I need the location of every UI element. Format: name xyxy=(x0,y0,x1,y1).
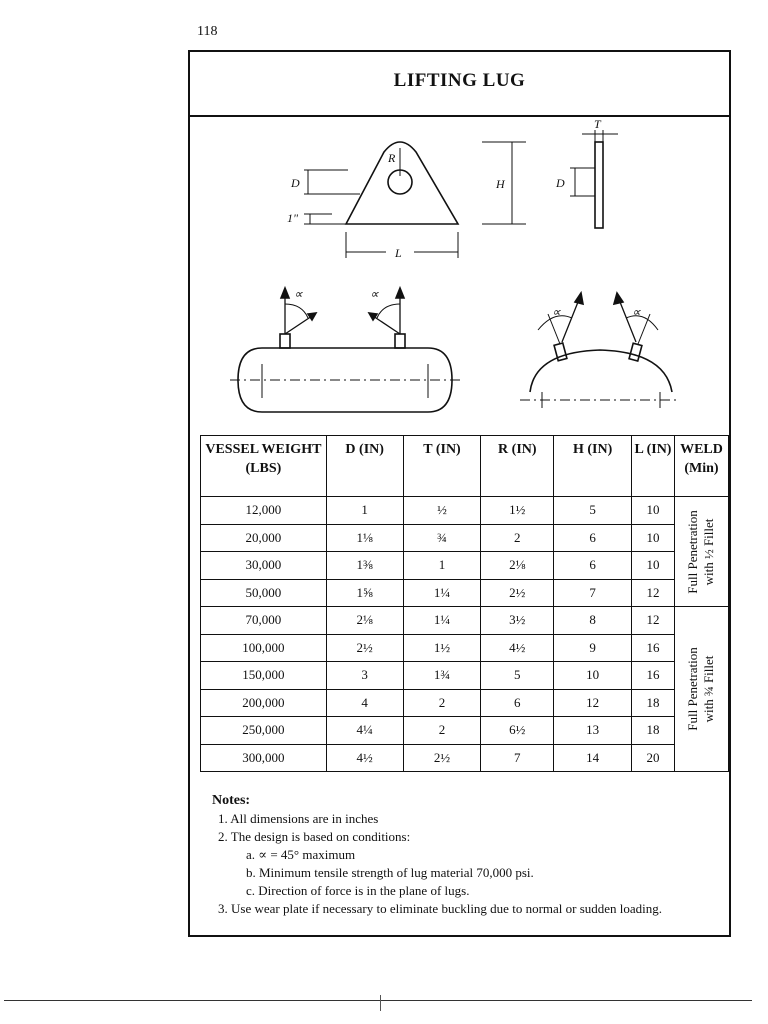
weld-group-1 xyxy=(674,497,728,607)
cell-l: 16 xyxy=(632,662,675,690)
header-l: L (IN) xyxy=(632,436,675,497)
vessel-head-view xyxy=(520,293,680,408)
lug-diagram xyxy=(190,52,729,435)
cell-l: 10 xyxy=(632,524,675,552)
cell-h: 7 xyxy=(554,579,632,607)
table-row xyxy=(201,497,729,525)
cell-l: 12 xyxy=(632,607,675,635)
label-alpha-1: ∝ xyxy=(294,287,303,301)
footer-rule xyxy=(4,1000,752,1001)
label-one-inch: 1" xyxy=(287,211,299,225)
label-r: R xyxy=(388,151,396,165)
table-row xyxy=(201,662,729,690)
label-d: D xyxy=(291,176,300,190)
cell-t: 1 xyxy=(403,552,481,580)
table-row xyxy=(201,717,729,745)
cell-t: ¾ xyxy=(403,524,481,552)
label-h: H xyxy=(496,177,505,191)
label-d-side: D xyxy=(556,176,565,190)
table-header-row xyxy=(201,436,729,497)
cell-l: 16 xyxy=(632,634,675,662)
cell-weight: 100,000 xyxy=(201,634,327,662)
note-item: 1. All dimensions are in inches xyxy=(218,811,379,826)
cell-weight: 70,000 xyxy=(201,607,327,635)
weld-group-2 xyxy=(674,607,728,772)
cell-t: 1¾ xyxy=(403,662,481,690)
table-row xyxy=(201,689,729,717)
cell-d: 3 xyxy=(326,662,403,690)
header-vessel-weight: VESSEL WEIGHT (LBS) xyxy=(201,436,327,497)
cell-t: 1¼ xyxy=(403,607,481,635)
table-row xyxy=(201,744,729,772)
cell-weight: 150,000 xyxy=(201,662,327,690)
cell-weight: 20,000 xyxy=(201,524,327,552)
label-alpha-4: ∝ xyxy=(632,305,641,319)
cell-r: 2 xyxy=(481,524,554,552)
cell-t: 2 xyxy=(403,689,481,717)
cell-weight: 12,000 xyxy=(201,497,327,525)
lug-front-view xyxy=(287,142,526,260)
cell-l: 12 xyxy=(632,579,675,607)
cell-r: 2⅛ xyxy=(481,552,554,580)
cell-t: ½ xyxy=(403,497,481,525)
cell-h: 8 xyxy=(554,607,632,635)
label-l: L xyxy=(395,246,402,260)
table-row xyxy=(201,524,729,552)
cell-r: 1½ xyxy=(481,497,554,525)
note-subitem: b. Minimum tensile strength of lug material 70,000 psi. xyxy=(246,865,534,880)
cell-h: 5 xyxy=(554,497,632,525)
cell-weight: 200,000 xyxy=(201,689,327,717)
cell-d: 4½ xyxy=(326,744,403,772)
cell-l: 10 xyxy=(632,552,675,580)
cell-r: 6½ xyxy=(481,717,554,745)
cell-r: 2½ xyxy=(481,579,554,607)
cell-d: 2⅛ xyxy=(326,607,403,635)
cell-d: 1⅜ xyxy=(326,552,403,580)
cell-t: 2 xyxy=(403,717,481,745)
lug-side-view xyxy=(555,117,618,228)
header-weld: WELD (Min) xyxy=(674,436,728,497)
cell-h: 14 xyxy=(554,744,632,772)
cell-d: 4¼ xyxy=(326,717,403,745)
cell-d: 1 xyxy=(326,497,403,525)
table-row xyxy=(201,579,729,607)
cell-t: 1½ xyxy=(403,634,481,662)
cell-l: 18 xyxy=(632,689,675,717)
note-subitem: a. ∝ = 45° maximum xyxy=(246,847,356,862)
note-subitem: c. Direction of force is in the plane of lugs. xyxy=(246,883,470,898)
label-alpha-3: ∝ xyxy=(552,305,561,319)
cell-weight: 250,000 xyxy=(201,717,327,745)
notes-section xyxy=(212,792,722,918)
cell-h: 6 xyxy=(554,552,632,580)
cell-l: 10 xyxy=(632,497,675,525)
header-t: T (IN) xyxy=(403,436,481,497)
cell-h: 10 xyxy=(554,662,632,690)
cell-r: 4½ xyxy=(481,634,554,662)
lifting-lug-panel xyxy=(188,50,731,937)
label-t: T xyxy=(594,117,601,131)
weld-group-2-line2: with ¾ Fillet xyxy=(701,655,717,723)
cell-weight: 30,000 xyxy=(201,552,327,580)
header-h: H (IN) xyxy=(554,436,632,497)
page-number: 118 xyxy=(197,24,218,39)
note-item: 3. Use wear plate if necessary to eliminate buckling due to normal or sudden loading. xyxy=(218,901,663,916)
notes-heading: Notes: xyxy=(212,793,251,808)
cell-t: 1¼ xyxy=(403,579,481,607)
weld-group-2-line1: Full Penetration xyxy=(685,647,701,731)
table-row xyxy=(201,634,729,662)
label-alpha-2: ∝ xyxy=(370,287,379,301)
header-d: D (IN) xyxy=(326,436,403,497)
cell-d: 2½ xyxy=(326,634,403,662)
cell-r: 5 xyxy=(481,662,554,690)
cell-r: 6 xyxy=(481,689,554,717)
cell-l: 18 xyxy=(632,717,675,745)
cell-d: 4 xyxy=(326,689,403,717)
cell-t: 2½ xyxy=(403,744,481,772)
cell-h: 9 xyxy=(554,634,632,662)
cell-r: 7 xyxy=(481,744,554,772)
table-row xyxy=(201,607,729,635)
cell-h: 13 xyxy=(554,717,632,745)
cell-d: 1⅝ xyxy=(326,579,403,607)
table-row xyxy=(201,552,729,580)
lug-dimensions-table xyxy=(200,435,729,772)
cell-h: 6 xyxy=(554,524,632,552)
page-title: LIFTING LUG xyxy=(393,70,526,91)
weld-group-1-line1: Full Penetration xyxy=(685,509,701,594)
cell-l: 20 xyxy=(632,744,675,772)
cell-weight: 50,000 xyxy=(201,579,327,607)
cell-r: 3½ xyxy=(481,607,554,635)
footer-tick xyxy=(380,995,381,1011)
cell-h: 12 xyxy=(554,689,632,717)
header-r: R (IN) xyxy=(481,436,554,497)
horizontal-vessel xyxy=(230,287,460,412)
cell-d: 1⅛ xyxy=(326,524,403,552)
cell-weight: 300,000 xyxy=(201,744,327,772)
note-item: 2. The design is based on conditions: xyxy=(218,829,411,844)
weld-group-1-line2: with ½ Fillet xyxy=(701,518,717,585)
